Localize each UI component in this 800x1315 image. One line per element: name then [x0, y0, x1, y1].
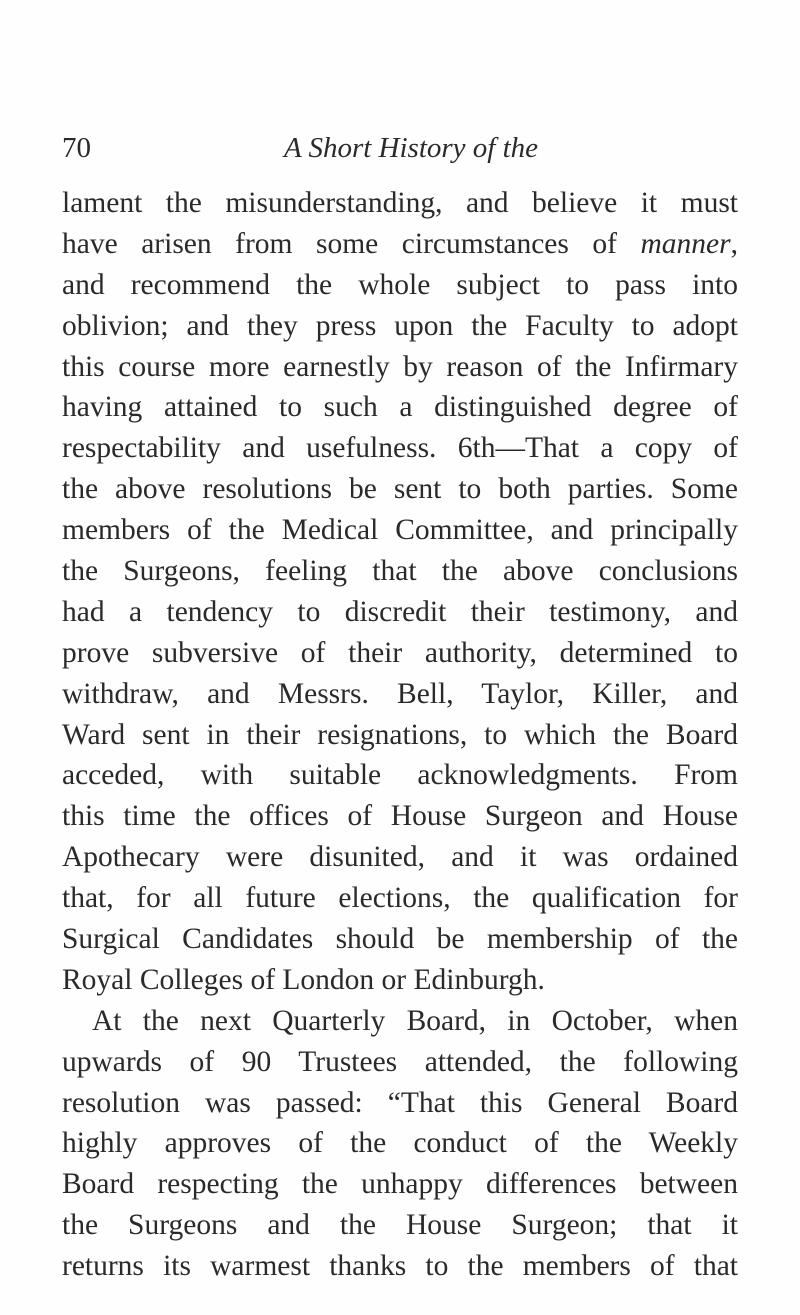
- text-line: Apothecary were disunited, and it was ordained: [62, 841, 738, 874]
- italic-word: manner: [640, 227, 731, 260]
- text-line: acceded, with suitable acknowledgments. From: [62, 759, 738, 792]
- text-line: that, for all future elections, the qualification for: [62, 882, 738, 915]
- text-line: the Surgeons and the House Surgeon; that it: [62, 1209, 738, 1242]
- text-line: this time the offices of House Surgeon and House: [62, 800, 738, 833]
- text-line: lament the misunderstanding, and believe it must: [62, 187, 738, 219]
- text-line: had a tendency to discredit their testimony, and: [62, 595, 738, 628]
- text-line: withdraw, and Messrs. Bell, Taylor, Killer, and: [62, 677, 738, 710]
- text-line: the above resolutions be sent to both parties. Some: [62, 473, 738, 506]
- text-line: Royal Colleges of London or Edinburgh.: [62, 963, 545, 996]
- text-line: upwards of 90 Trustees attended, the following: [62, 1045, 738, 1078]
- text-segment: have arisen from some circumstances of: [62, 227, 641, 260]
- text-line: returns its warmest thanks to the members of that: [62, 1250, 738, 1283]
- text-line: this course more earnestly by reason of the Infirmary: [62, 350, 738, 383]
- running-title: A Short History of the: [284, 132, 539, 164]
- text-segment: ,: [730, 227, 738, 260]
- text-line: prove subversive of their authority, determined to: [62, 636, 738, 669]
- text-line: and recommend the whole subject to pass into: [62, 268, 738, 301]
- text-line: oblivion; and they press upon the Faculty to adopt: [62, 309, 738, 342]
- text-line: At the next Quarterly Board, in October, when: [92, 1004, 738, 1037]
- text-line: resolution was passed: “That this General Board: [62, 1086, 738, 1119]
- running-head: [62, 132, 740, 172]
- text-line: respectability and usefulness. 6th—That a copy of: [62, 432, 738, 465]
- text-line: Surgical Candidates should be membership of the: [62, 923, 738, 956]
- body-text: [62, 183, 738, 1287]
- text-line: members of the Medical Committee, and principally: [62, 514, 738, 547]
- text-line: the Surgeons, feeling that the above conclusions: [62, 555, 738, 588]
- text-line: Board respecting the unhappy differences between: [62, 1168, 738, 1201]
- text-line: having attained to such a distinguished degree of: [62, 391, 738, 424]
- text-line: highly approves of the conduct of the Weekly: [62, 1127, 738, 1160]
- text-line: Ward sent in their resignations, to which the Board: [62, 718, 738, 751]
- text-line: [62, 224, 738, 265]
- page-number: 70: [62, 132, 91, 164]
